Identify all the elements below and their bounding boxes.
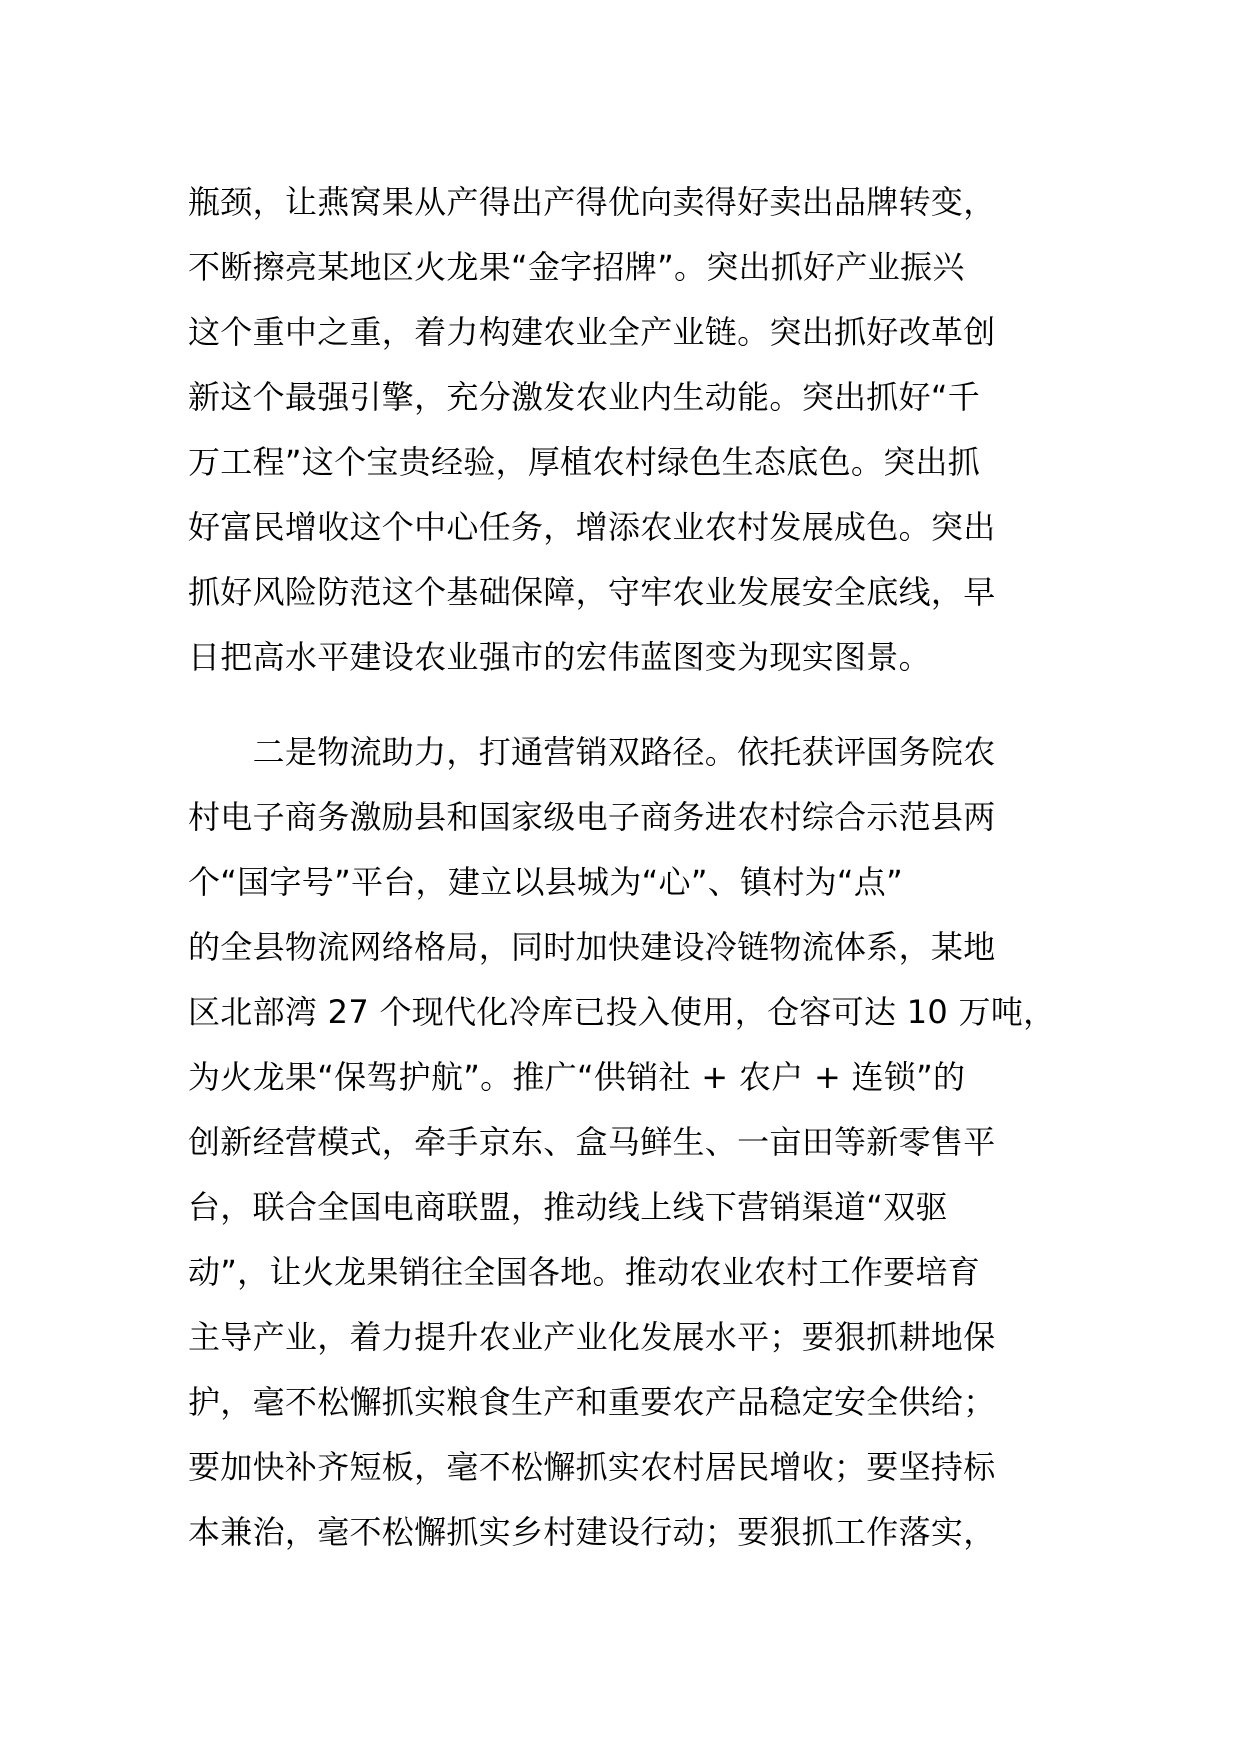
text-line: 个“国字号”平台，建立以县城为“心”、镇村为“点” xyxy=(188,863,903,901)
text-line: 抓好风险防范这个基础保障，守牢农业发展安全底线，早 xyxy=(188,573,996,611)
text-line: 动”，让火龙果销往全国各地。推动农业农村工作要培育 xyxy=(188,1253,981,1291)
text-line: 新这个最强引擎，充分激发农业内生动能。突出抓好“千 xyxy=(188,378,981,416)
text-line: 好富民增收这个中心任务，增添农业农村发展成色。突出 xyxy=(188,508,996,546)
text-line: 万工程”这个宝贵经验，厚植农村绿色生态底色。突出抓 xyxy=(188,443,981,481)
text-line: 主导产业，着力提升农业产业化发展水平；要狠抓耕地保 xyxy=(188,1318,996,1356)
text-line: 的全县物流网络格局，同时加快建设冷链物流体系，某地 xyxy=(188,928,996,966)
text-line: 本兼治，毫不松懈抓实乡村建设行动；要狠抓工作落实， xyxy=(188,1513,996,1551)
text-line: 日把高水平建设农业强市的宏伟蓝图变为现实图景。 xyxy=(188,638,931,676)
text-line: 台，联合全国电商联盟，推动线上线下营销渠道“双驱 xyxy=(188,1188,948,1226)
paragraph-1 xyxy=(188,170,1060,690)
text-line: 要加快补齐短板，毫不松懈抓实农村居民增收；要坚持标 xyxy=(188,1448,996,1486)
text-line: 不断擦亮某地区火龙果“金字招牌”。突出抓好产业振兴 xyxy=(188,248,965,286)
text-line: 瓶颈，让燕窝果从产得出产得优向卖得好卖出品牌转变， xyxy=(188,183,996,221)
text-line: 这个重中之重，着力构建农业全产业链。突出抓好改革创 xyxy=(188,313,996,351)
paragraph-2 xyxy=(188,720,1060,1565)
text-line: 为火龙果“保驾护航”。推广“供销社 + 农户 + 连锁”的 xyxy=(188,1058,966,1096)
text-line: 二是物流助力，打通营销双路径。依托获评国务院农 xyxy=(188,733,996,771)
text-line: 村电子商务激励县和国家级电子商务进农村综合示范县两 xyxy=(188,798,996,836)
text-line: 护，毫不松懈抓实粮食生产和重要农产品稳定安全供给； xyxy=(188,1383,996,1421)
text-line: 区北部湾 27 个现代化冷库已投入使用，仓容可达 10 万吨， xyxy=(188,993,1056,1031)
text-line: 创新经营模式，牵手京东、盒马鲜生、一亩田等新零售平 xyxy=(188,1123,996,1161)
